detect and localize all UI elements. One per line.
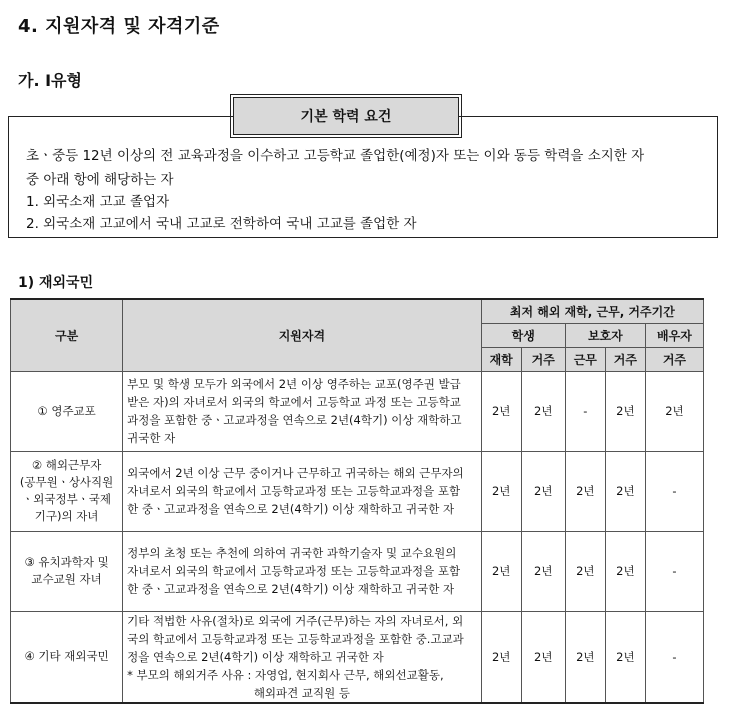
qualification-line: 자녀로서 외국의 학교에서 고등학교과정 또는 고등학교과정을 포함 (127, 564, 461, 578)
qualification-line: 국의 학교에서 고등학교과정 또는 고등학교과정을 포함한 중.고교과 (127, 631, 464, 646)
value-cell: - (565, 371, 605, 451)
table-row (11, 531, 704, 611)
qualification-line: 부모 및 학생 모두가 외국에서 2년 이상 영주하는 교포(영주권 발급 (127, 377, 461, 391)
header-category: 구분 (11, 299, 123, 371)
value-cell: 2년 (521, 611, 565, 703)
qualification-line: * 부모의 해외거주 사유 : 자영업, 현지회사 근무, 해외선교활동, (127, 667, 444, 682)
value-cell: 2년 (481, 451, 521, 531)
value-cell: 2년 (605, 531, 645, 611)
qualification-line: 받은 자)의 자녀로서 외국의 학교에서 고등학교 과정 또는 고등학교 (127, 395, 461, 409)
value-cell: 2년 (565, 451, 605, 531)
section-title: 4. 지원자격 및 자격기준 (18, 16, 220, 37)
value-cell: 2년 (521, 371, 565, 451)
table-row (11, 451, 704, 531)
qualification-line: 한 중ㆍ고교과정을 연속으로 2년(4학기) 이상 재학하고 귀국한 자 (127, 582, 455, 596)
requirement-line: 중 아래 항에 해당하는 자 (26, 172, 174, 188)
value-cell: 2년 (481, 531, 521, 611)
header-guardian: 보호자 (565, 323, 645, 347)
qualification-line: 한 중ㆍ고교과정을 연속으로 2년(4학기) 이상 재학하고 귀국한 자 (127, 502, 455, 516)
subsection-title: 가. Ⅰ유형 (18, 71, 82, 90)
row-category (11, 531, 123, 611)
row-category: ① 영주교포 (11, 371, 123, 451)
table-title: 1) 재외국민 (18, 275, 94, 291)
value-cell: - (645, 611, 703, 703)
qualification-line: 외국에서 2년 이상 근무 중이거나 근무하고 귀국하는 해외 근무자의 (127, 466, 464, 480)
value-cell: 2년 (605, 451, 645, 531)
row-qualification (123, 451, 482, 531)
category-line: ③ 유치과학자 및 (24, 555, 109, 569)
value-cell: 2년 (481, 611, 521, 703)
qualification-line: 과정을 포함한 중ㆍ고교과정을 연속으로 2년(4학기) 이상 재학하고 (127, 413, 462, 427)
header-spouse-residence: 거주 (645, 347, 703, 371)
category-line: ㆍ외국정부ㆍ국제 (22, 492, 112, 506)
row-qualification (123, 371, 482, 451)
category-line: ② 해외근무자 (31, 458, 102, 472)
row-category (11, 451, 123, 531)
header-student-residence: 거주 (521, 347, 565, 371)
table-row (11, 611, 704, 703)
value-cell: 2년 (565, 531, 605, 611)
table-row (11, 371, 704, 451)
value-cell: 2년 (645, 371, 703, 451)
qualification-line: 기타 적법한 사유(절차)로 외국에 거주(근무)하는 자의 자녀로서, 외 (127, 613, 464, 628)
header-min-period: 최저 해외 재학, 근무, 거주기간 (481, 299, 703, 323)
requirement-line: 2. 외국소재 고교에서 국내 고교로 전학하여 국내 고교를 졸업한 자 (26, 216, 417, 232)
requirement-title: 기본 학력 요건 (233, 97, 459, 135)
header-guardian-work: 근무 (565, 347, 605, 371)
category-line: (공무원ㆍ상사직원 (19, 475, 114, 489)
requirement-line: 초ㆍ중등 12년 이상의 전 교육과정을 이수하고 고등학교 졸업한(예정)자 또는 이와 동등 학력을 소지한 자 (26, 148, 645, 164)
eligibility-table (10, 298, 704, 704)
row-qualification (123, 611, 482, 703)
value-cell: 2년 (521, 451, 565, 531)
header-spouse: 배우자 (645, 323, 703, 347)
qualification-line: 해외파견 교직원 등 (253, 685, 350, 700)
value-cell: 2년 (605, 371, 645, 451)
category-line: 교수교원 자녀 (31, 572, 102, 586)
header-qualification: 지원자격 (123, 299, 482, 371)
category-line: 기구)의 자녀 (34, 509, 99, 523)
qualification-line: 자녀로서 외국의 학교에서 고등학교과정 또는 고등학교과정을 포함 (127, 484, 461, 498)
value-cell: 2년 (565, 611, 605, 703)
value-cell: 2년 (521, 531, 565, 611)
header-student-study: 재학 (481, 347, 521, 371)
value-cell: - (645, 451, 703, 531)
qualification-line: 귀국한 자 (127, 431, 176, 445)
row-qualification (123, 531, 482, 611)
value-cell: 2년 (481, 371, 521, 451)
qualification-line: 정부의 초청 또는 추천에 의하여 귀국한 과학기술자 및 교수요원의 (127, 546, 457, 560)
header-student: 학생 (481, 323, 565, 347)
requirement-line: 1. 외국소재 고교 졸업자 (26, 194, 170, 210)
qualification-line: 정을 연속으로 2년(4학기) 이상 재학하고 귀국한 자 (127, 649, 384, 664)
value-cell: - (645, 531, 703, 611)
value-cell: 2년 (605, 611, 645, 703)
header-guardian-residence: 거주 (605, 347, 645, 371)
row-category: ④ 기타 재외국민 (11, 611, 123, 703)
